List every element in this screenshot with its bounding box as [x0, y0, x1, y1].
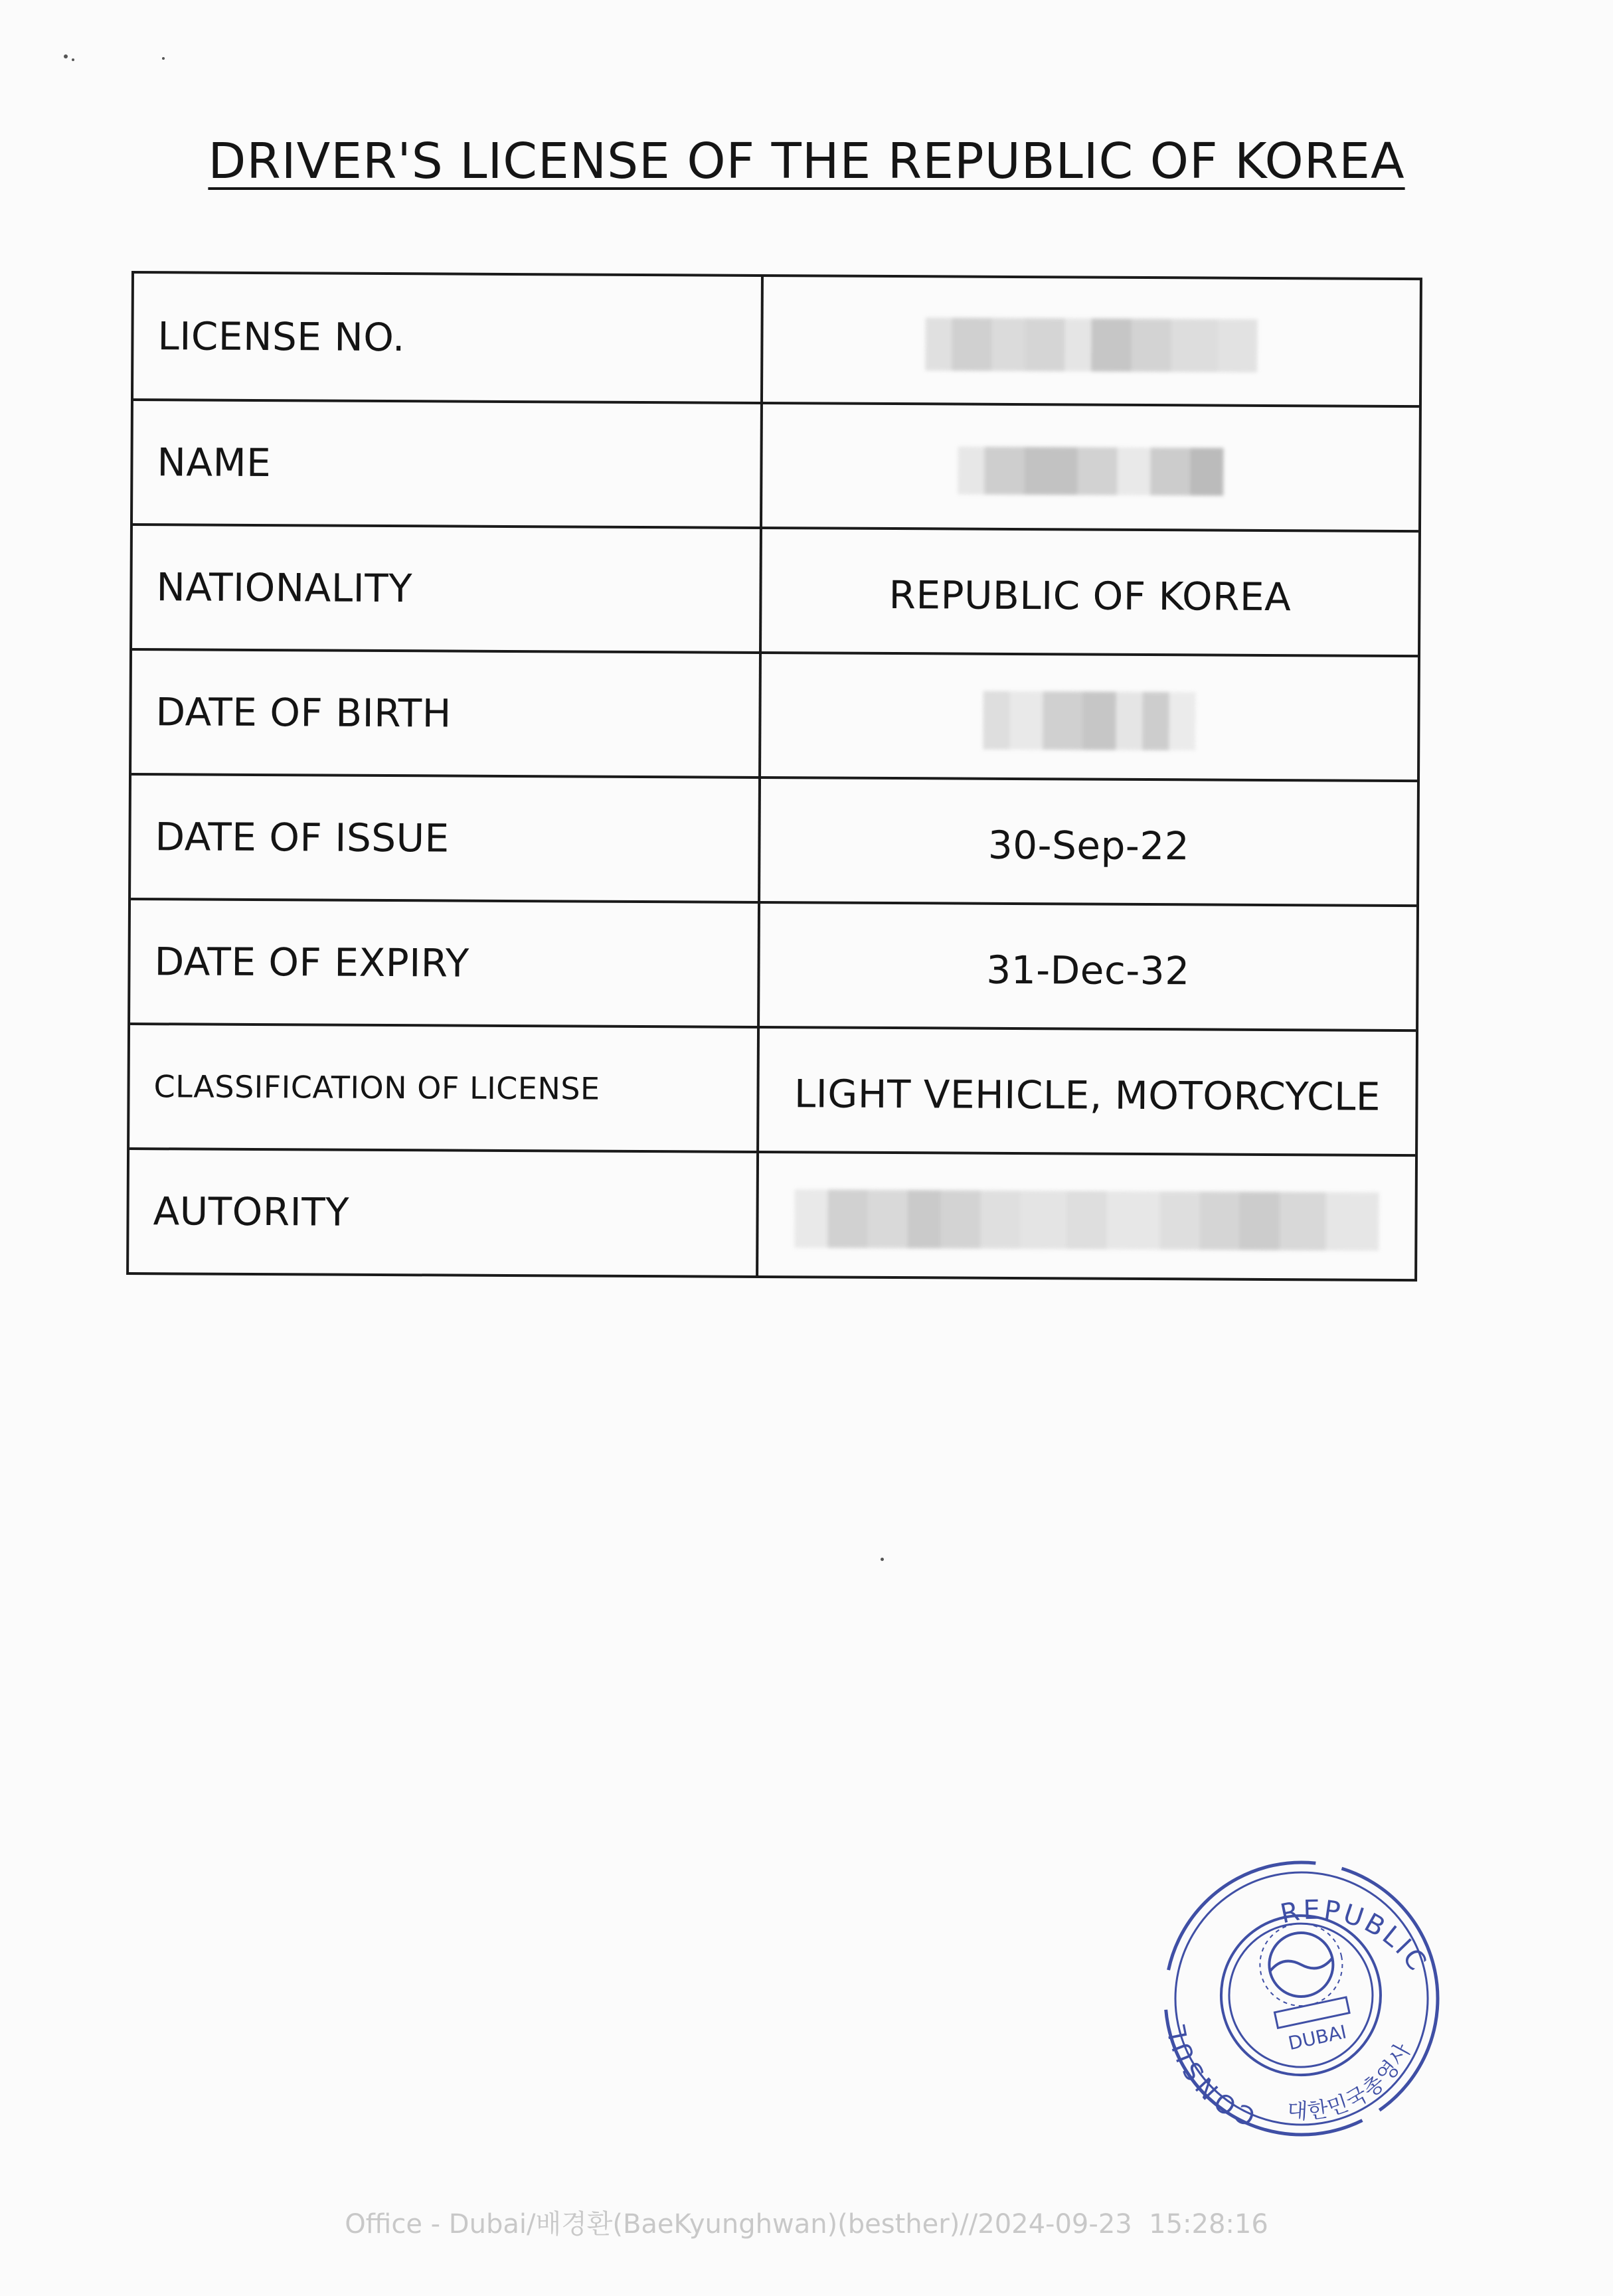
scan-speck: [881, 1558, 884, 1561]
row-label-classification: CLASSIFICATION OF LICENSE: [129, 1025, 760, 1151]
row-label-nationality: NATIONALITY: [132, 526, 762, 651]
table-row: [129, 1147, 1415, 1279]
table-row: [131, 773, 1417, 904]
redacted-date-of-birth: [983, 691, 1195, 751]
svg-text:REPUBLIC OF KOREA: [1155, 1852, 1442, 2044]
scan-speck: [64, 54, 68, 58]
table-row: [129, 1023, 1416, 1154]
footer-watermark: Office - Dubai/배경환(BaeKyunghwan)(besther)//2024-09-23 15:28:16: [345, 2209, 1268, 2240]
document-title-text: DRIVER'S LICENSE OF THE REPUBLIC OF KOREA: [208, 133, 1405, 190]
seal-outer-text: REPUBLIC: [1278, 1894, 1434, 1979]
row-value-classification: LIGHT VEHICLE, MOTORCYCLE: [794, 1071, 1381, 1119]
table-row: [133, 398, 1419, 530]
scan-speck: [72, 58, 74, 61]
document-title: [0, 133, 1613, 190]
row-value-nationality: REPUBLIC OF KOREA: [889, 572, 1292, 620]
seal-left-text: CONSULATE: [1161, 2019, 1260, 2132]
row-label-date-of-expiry: DATE OF EXPIRY: [130, 900, 760, 1026]
svg-text:대한민국총영사관: [1155, 1852, 1427, 2145]
table-row: [133, 274, 1420, 405]
table-row: [131, 648, 1418, 779]
table-row: [130, 898, 1416, 1029]
license-table: [126, 271, 1422, 1281]
redacted-license-no: [925, 317, 1257, 372]
row-label-date-of-issue: DATE OF ISSUE: [131, 776, 761, 901]
row-value-date-of-birth: [761, 654, 1418, 779]
row-value-date-of-issue: 30-Sep-22: [987, 822, 1190, 869]
redacted-authority: [794, 1189, 1379, 1251]
row-label-license-no: LICENSE NO.: [133, 274, 764, 402]
seal-inner-text: DUBAI: [1286, 2020, 1349, 2055]
table-row: [132, 523, 1418, 655]
row-label-name: NAME: [133, 401, 763, 527]
row-label-date-of-birth: DATE OF BIRTH: [131, 651, 762, 776]
scan-speck: [162, 57, 165, 60]
row-value-date-of-expiry: 31-Dec-32: [986, 947, 1190, 994]
row-value-authority: [758, 1153, 1415, 1279]
row-value-name: [762, 404, 1419, 530]
redacted-name: [958, 447, 1223, 496]
row-label-authority: AUTORITY: [129, 1150, 759, 1275]
consulate-seal: [1155, 1852, 1448, 2145]
row-value-license-no: [763, 277, 1420, 405]
seal-bottom-text: 대한민국총영사관: [1286, 2038, 1416, 2124]
